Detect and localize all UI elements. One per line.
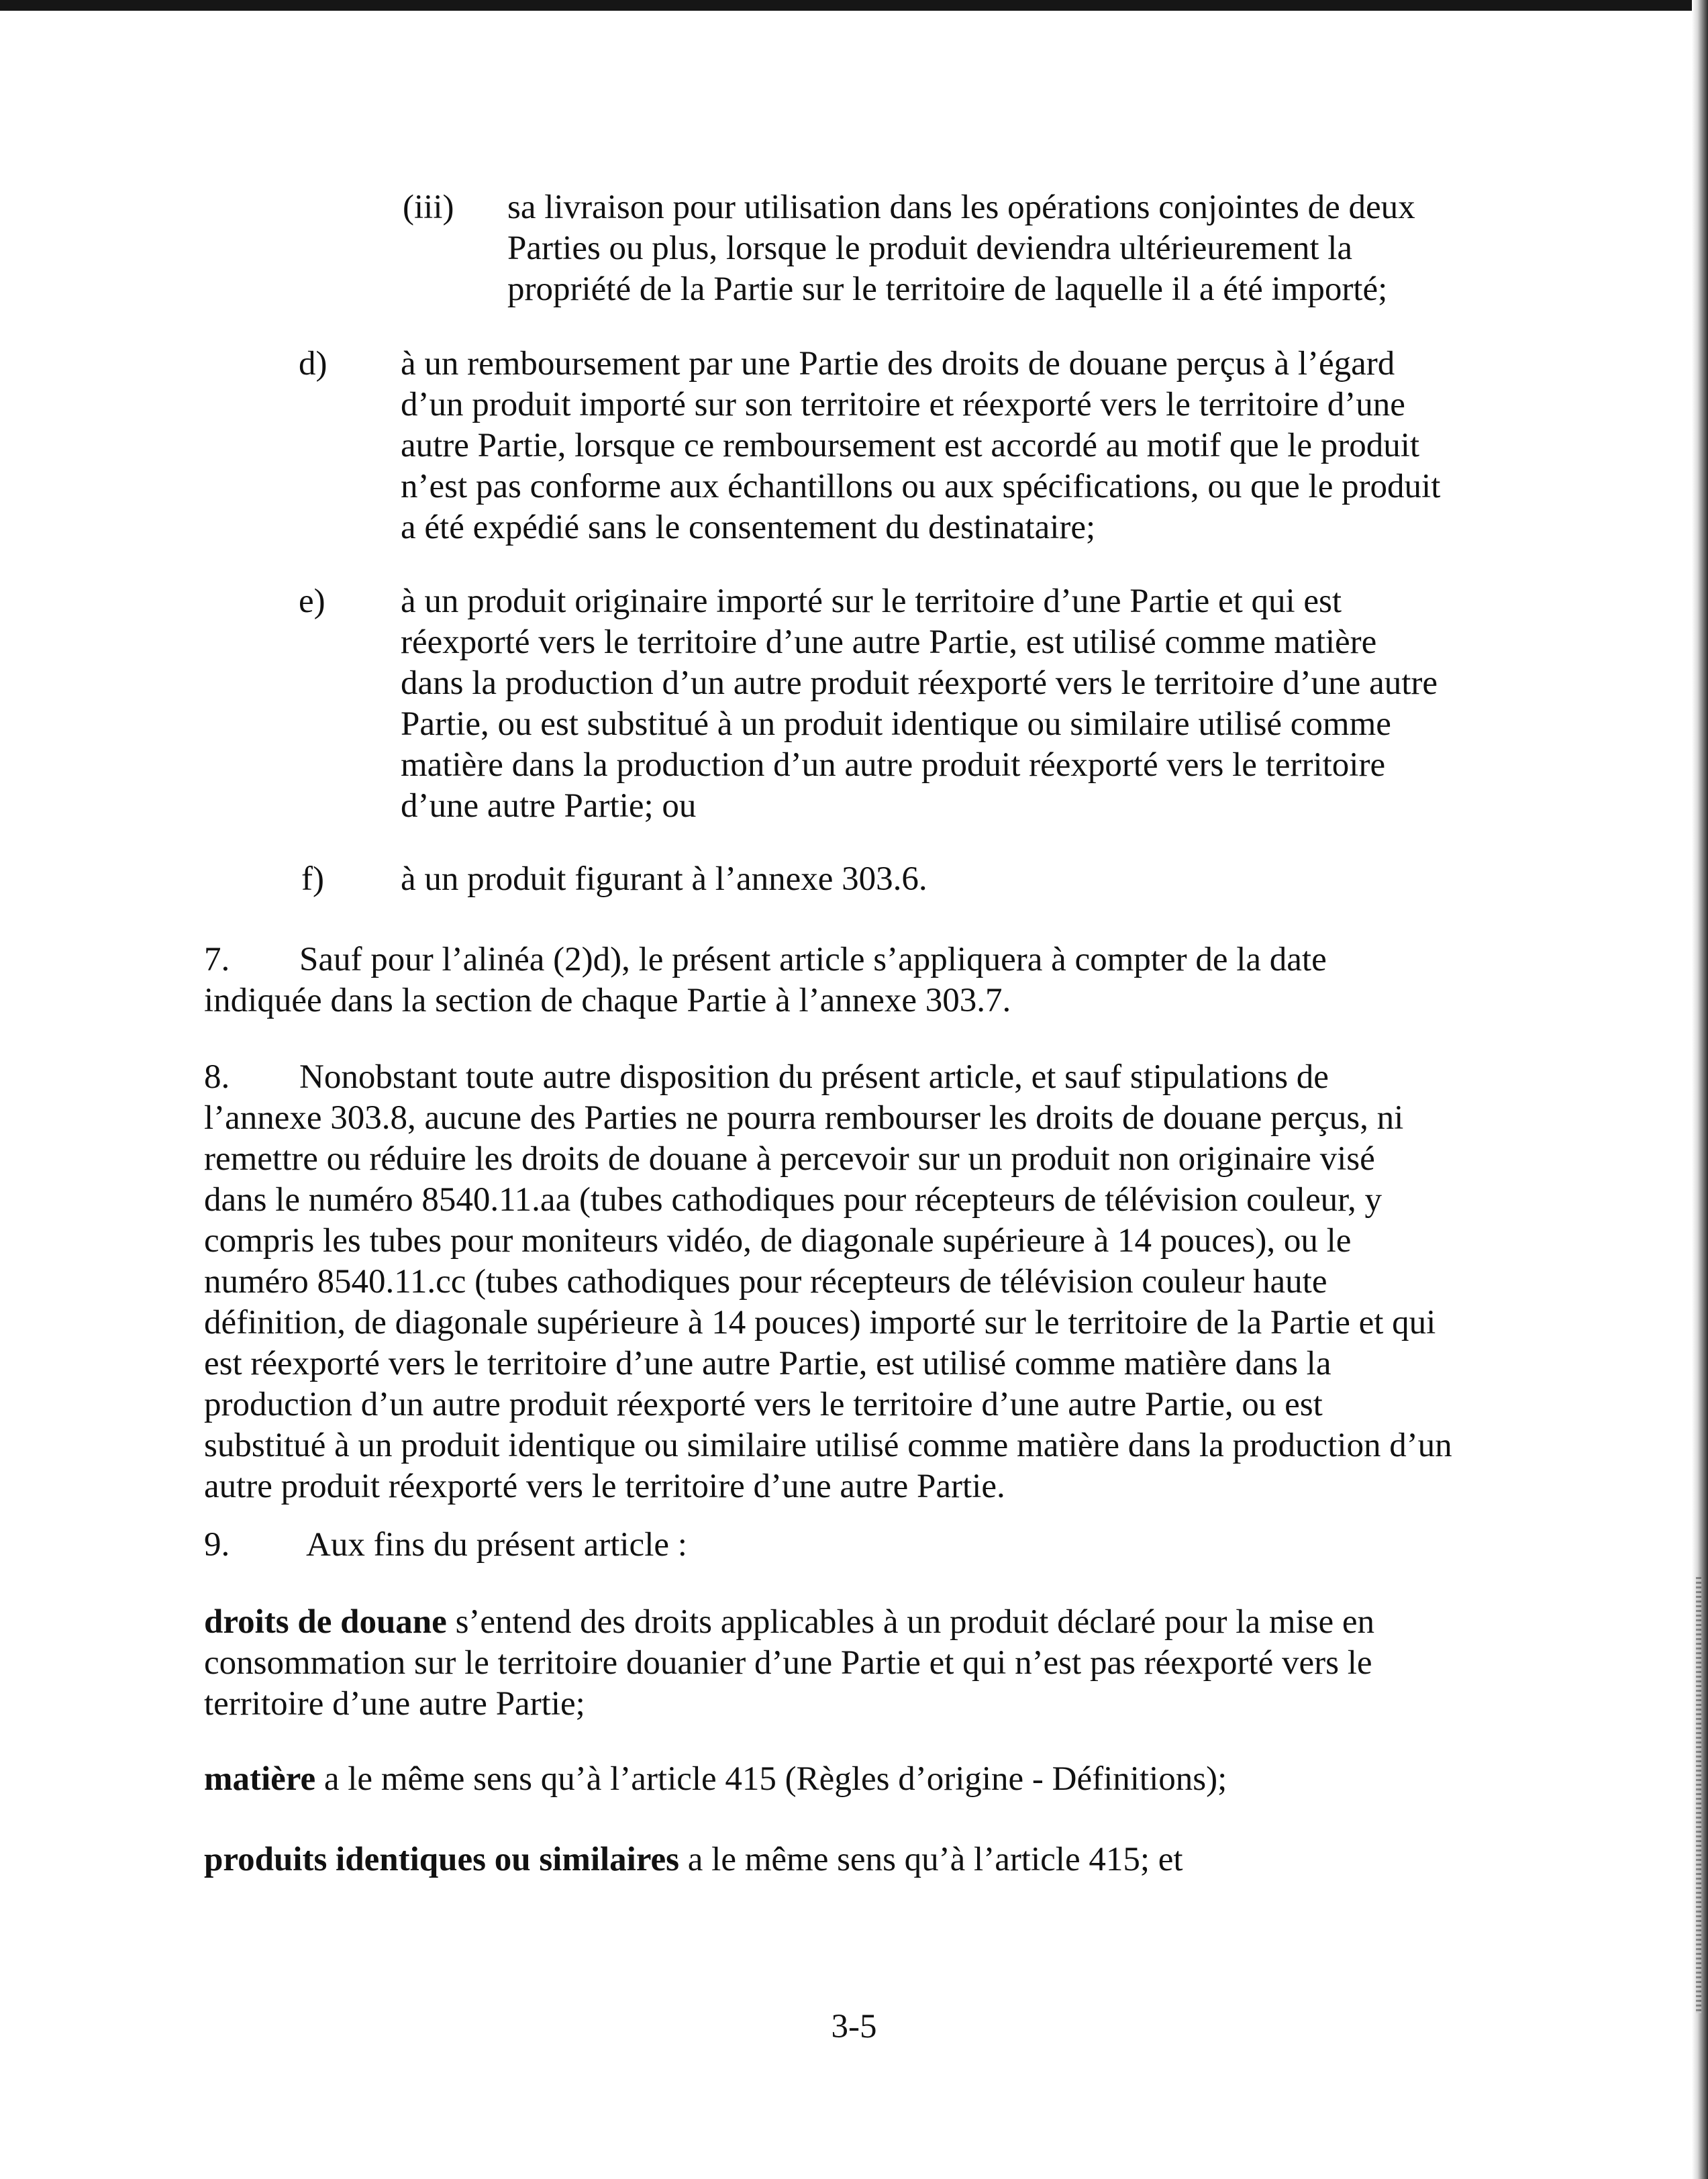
list-item-text (401, 581, 1438, 827)
text-line: Aux fins du présent article : (306, 1526, 687, 1564)
text-line: est réexporté vers le territoire d’une autre Partie, est utilisé comme matière dans la (204, 1345, 1332, 1382)
text-line: propriété de la Partie sur le territoire de laquelle il a été importé; (507, 270, 1388, 308)
definition-text: a le même sens qu’à l’article 415 (Règles d’origine - Définitions); (315, 1760, 1227, 1798)
text-line: sa livraison pour utilisation dans les opérations conjointes de deux (507, 189, 1415, 226)
text-line: réexporté vers le territoire d’une autre Partie, est utilisé comme matière (401, 623, 1377, 661)
text-line: d’une autre Partie; ou (401, 787, 697, 825)
text-line: indiquée dans la section de chaque Partie à l’annexe 303.7. (204, 982, 1011, 1019)
text-line: autre produit réexporté vers le territoire d’une autre Partie. (204, 1468, 1005, 1505)
scan-top-edge (0, 0, 1708, 11)
text-line: production d’un autre produit réexporté vers le territoire d’une autre Partie, ou est (204, 1386, 1323, 1423)
definition-matiere (204, 1759, 1227, 1800)
text-line: matière dans la production d’un autre produit réexporté vers le territoire (401, 746, 1386, 784)
text-line: compris les tubes pour moniteurs vidéo, de diagonale supérieure à 14 pouces), ou le (204, 1222, 1352, 1260)
text-line: Parties ou plus, lorsque le produit deviendra ultérieurement la (507, 230, 1353, 267)
text-line: numéro 8540.11.cc (tubes cathodiques pour récepteurs de télévision couleur haute (204, 1263, 1327, 1301)
list-item-label: (iii) (403, 189, 454, 226)
text-line: n’est pas conforme aux échantillons ou aux spécifications, ou que le produit (401, 468, 1441, 505)
paragraph-number: 7. (204, 941, 230, 978)
defined-term: matière (204, 1760, 316, 1798)
text-line: à un remboursement par une Partie des droits de douane perçus à l’égard (401, 345, 1395, 383)
text-line: Nonobstant toute autre disposition du présent article, et sauf stipulations de (299, 1058, 1329, 1096)
text-line: d’un produit importé sur son territoire et réexporté vers le territoire d’une (401, 386, 1405, 423)
text-line: consommation sur le territoire douanier d’une Partie et qui n’est pas réexporté vers le (204, 1644, 1372, 1682)
definition-produits-identiques (204, 1839, 1183, 1880)
definition-text: s’entend des droits applicables à un produit déclaré pour la mise en (446, 1603, 1375, 1641)
defined-term: droits de douane (204, 1603, 447, 1641)
text-line (204, 1602, 1374, 1643)
list-item-text (401, 859, 927, 900)
definition-text: a le même sens qu’à l’article 415; et (679, 1841, 1183, 1878)
text-line: territoire d’une autre Partie; (204, 1685, 585, 1723)
list-item-label: d) (299, 345, 328, 383)
list-item-label: e) (299, 582, 325, 620)
text-line: l’annexe 303.8, aucune des Parties ne pourra rembourser les droits de douane perçus, ni (204, 1099, 1404, 1137)
text-line: remettre ou réduire les droits de douane à percevoir sur un produit non originaire visé (204, 1140, 1375, 1178)
list-item-text (401, 344, 1440, 548)
text-line: à un produit figurant à l’annexe 303.6. (401, 860, 927, 898)
paragraph-text (204, 980, 1011, 1021)
text-line: dans la production d’un autre produit réexporté vers le territoire d’une autre (401, 664, 1438, 702)
list-item-text (507, 187, 1415, 310)
text-line: substitué à un produit identique ou similaire utilisé comme matière dans la production d’un (204, 1427, 1452, 1464)
text-line (204, 1839, 1183, 1880)
text-line: Sauf pour l’alinéa (2)d), le présent article s’appliquera à compter de la date (299, 941, 1327, 978)
paragraph-number: 8. (204, 1058, 230, 1096)
text-line: dans le numéro 8540.11.aa (tubes cathodiques pour récepteurs de télévision couleur, y (204, 1181, 1383, 1219)
paragraph-text (204, 1098, 1452, 1507)
defined-term: produits identiques ou similaires (204, 1841, 680, 1878)
paragraph-number: 9. (204, 1526, 230, 1564)
text-line: Partie, ou est substitué à un produit identique ou similaire utilisé comme (401, 705, 1391, 743)
list-item-label: f) (301, 860, 324, 898)
text-line: autre Partie, lorsque ce remboursement est accordé au motif que le produit (401, 427, 1420, 464)
text-line: a été expédié sans le consentement du destinataire; (401, 509, 1096, 546)
page-number: 3-5 (831, 2008, 877, 2045)
text-line: définition, de diagonale supérieure à 14 pouces) importé sur le territoire de la Partie et qui (204, 1304, 1436, 1341)
text-line (204, 1759, 1227, 1800)
text-line: à un produit originaire importé sur le territoire d’une Partie et qui est (401, 582, 1342, 620)
scan-artifact (1696, 1577, 1701, 2013)
definition-droits-de-douane (204, 1602, 1374, 1725)
